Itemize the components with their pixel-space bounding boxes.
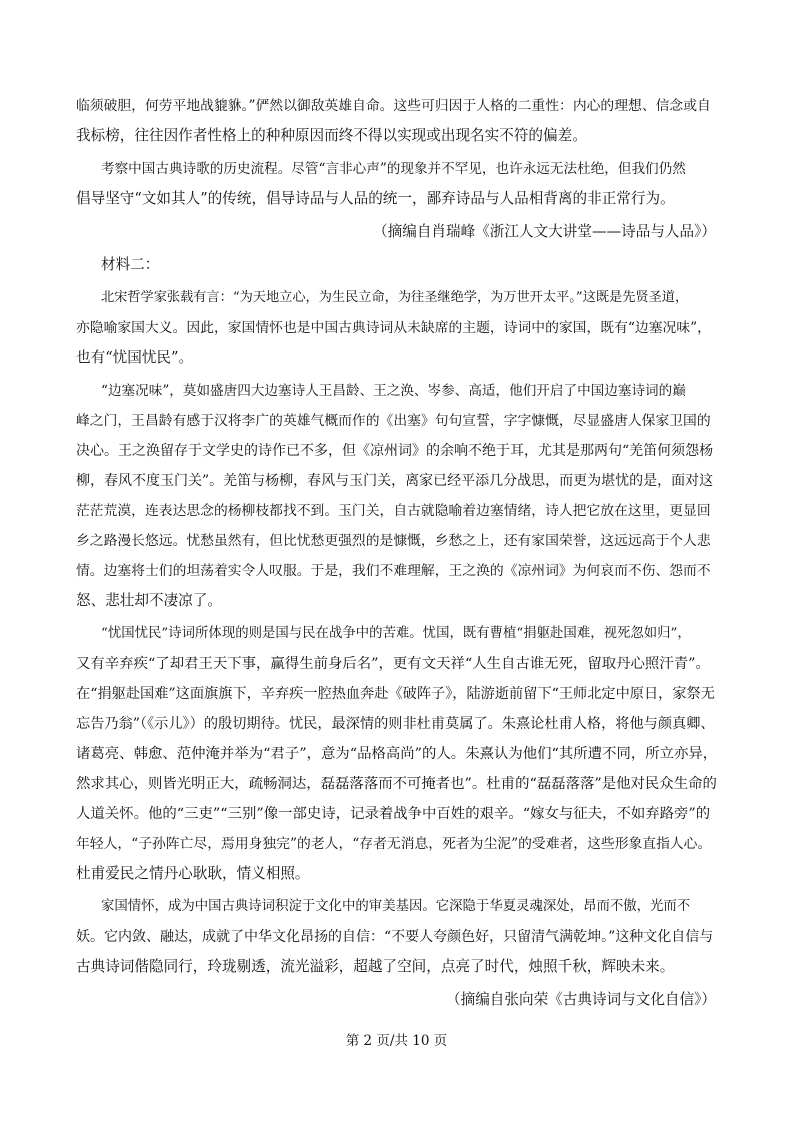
source-citation: （摘编自张向荣《古典诗词与文化自信》） bbox=[446, 991, 716, 1008]
paragraph-line: 乡之路漫长悠远。忧愁虽然有，但比忧愁更强烈的是慷慨，乡愁之上，还有家国荣誉，这远远高于个人悲 bbox=[76, 533, 711, 549]
paragraph-line: “忧国忧民”诗词所体现的则是国与民在战争中的苦难。忧国，既有曹植“捐躯赴国难，视死忽如归”， bbox=[101, 626, 691, 641]
paragraph-line: 在“捐躯赴国难”这面旗旗下，辛弃疾一腔热血奔赴《破阵子》，陆游逝前留下“王师北定中原日，家祭无 bbox=[76, 686, 715, 702]
paragraph-line: 临须破胆，何劳平地战貔貅。”俨然以御敌英雄自命。这些可归因于人格的二重性：内心的理想、信念或自 bbox=[76, 98, 711, 114]
paragraph-line: 家国情怀，成为中国古典诗词积淀于文化中的审美基因。它深隐于华夏灵魂深处，昂而不傲，光而不 bbox=[101, 899, 691, 914]
paragraph-line: 怒、悲壮却不凄凉了。 bbox=[76, 592, 222, 609]
paragraph-line: 柳，春风不度玉门关”。羌笛与杨柳，春风与玉门关，离家已经平添几分战思，而更为堪忧的是，面对这 bbox=[76, 473, 714, 489]
paragraph-line: 忘告乃翁”（《示儿》）的殷切期待。忧民，最深情的则非杜甫莫属了。朱熹论杜甫人格，将他与颜真卿、 bbox=[76, 716, 715, 732]
paragraph-line: 我标榜，往往因作者性格上的种种原因而终不得以实现或出现名实不符的偏差。 bbox=[76, 127, 587, 144]
paragraph-line: 亦隐喻家国大义。因此，家国情怀也是中国古典诗词从未缺席的主题，诗词中的家国，既有“边塞况味”， bbox=[76, 320, 711, 336]
paragraph-line: 茫茫荒漠，连表达思念的杨柳枝都找不到。玉门关，自古就隐喻着边塞情绪，诗人把它放在这里，更显回 bbox=[76, 503, 711, 519]
paragraph-line: 考察中国古典诗歌的历史流程。尽管“言非心声”的现象并不罕见，也许永远无法杜绝，但我们仍然 bbox=[101, 161, 686, 177]
paragraph-line: 妖。它内敛、融达，成就了中华文化昂扬的自信：“不要人夸颜色好，只留清气满乾坤。”这种文化自信与 bbox=[76, 929, 714, 945]
page-number: 第 2 页/共 10 页 bbox=[345, 1033, 448, 1049]
paragraph-line: 人道关怀。他的“三吏”“三别”像一部史诗，记录着战争中百姓的艰辛。“嫁女与征夫，不如弃路旁”的 bbox=[76, 806, 711, 822]
source-citation: （摘编自肖瑞峰《浙江人文大讲堂——诗品与人品》） bbox=[373, 223, 716, 240]
paragraph-line: 诸葛亮、韩愈、范仲淹并举为“君子”，意为“品格高尚”的人。朱熹认为他们“其所遭不同，所立亦异， bbox=[76, 746, 718, 762]
paragraph-line: 古典诗词偕隐同行，玲珑剔透，流光溢彩，超越了空间，点亮了时代，烛照千秋，辉映未来。 bbox=[76, 958, 675, 975]
section-heading: 材料二： bbox=[101, 256, 160, 273]
paragraph-line: 峰之门，王昌龄有感于汉将李广的英雄气概而作的《出塞》句句宣誓，字字慷慨，尽显盛唐人保家卫国的 bbox=[76, 413, 711, 429]
paragraph-line: 倡导坚守“文如其人”的传统，倡导诗品与人品的统一，鄙弃诗品与人品相背离的非正常行为。 bbox=[76, 190, 675, 207]
paragraph-line: 也有“忧国忧民”。 bbox=[76, 349, 194, 366]
paragraph-line: 然求其心，则皆光明正大，疏畅洞达，磊磊落落而不可掩者也”。杜甫的“磊磊落落”是他对民众生命的 bbox=[76, 776, 717, 792]
paragraph-line: “边塞况味”，莫如盛唐四大边塞诗人王昌龄、王之涣、岑参、高适，他们开启了中国边塞诗词的巅 bbox=[101, 383, 686, 399]
paragraph-line: 又有辛弃疾“了却君王天下事，赢得生前身后名”，更有文天祥“人生自古谁无死，留取丹心照汗青”。 bbox=[76, 656, 710, 672]
paragraph-line: 情。边塞将士们的坦荡着实令人叹服。于是，我们不难理解，王之涣的《凉州词》为何哀而不伤、怨而不 bbox=[76, 563, 711, 579]
paragraph-line: 年轻人，“子孙阵亡尽，焉用身独完”的老人，“存者无消息，死者为尘泥”的受难者，这些形象直指人心。 bbox=[76, 836, 712, 852]
paragraph-line: 决心。王之涣留存于文学史的诗作已不多，但《凉州词》的余响不绝于耳，尤其是那两句“羌笛何须怨杨 bbox=[76, 443, 714, 459]
paragraph-line: 北宋哲学家张载有言：“为天地立心，为生民立命，为往圣继绝学，为万世开太平。”这既是先贤圣道， bbox=[101, 290, 689, 305]
paragraph-line: 杜甫爱民之情丹心耿耿，情义相照。 bbox=[76, 865, 310, 882]
